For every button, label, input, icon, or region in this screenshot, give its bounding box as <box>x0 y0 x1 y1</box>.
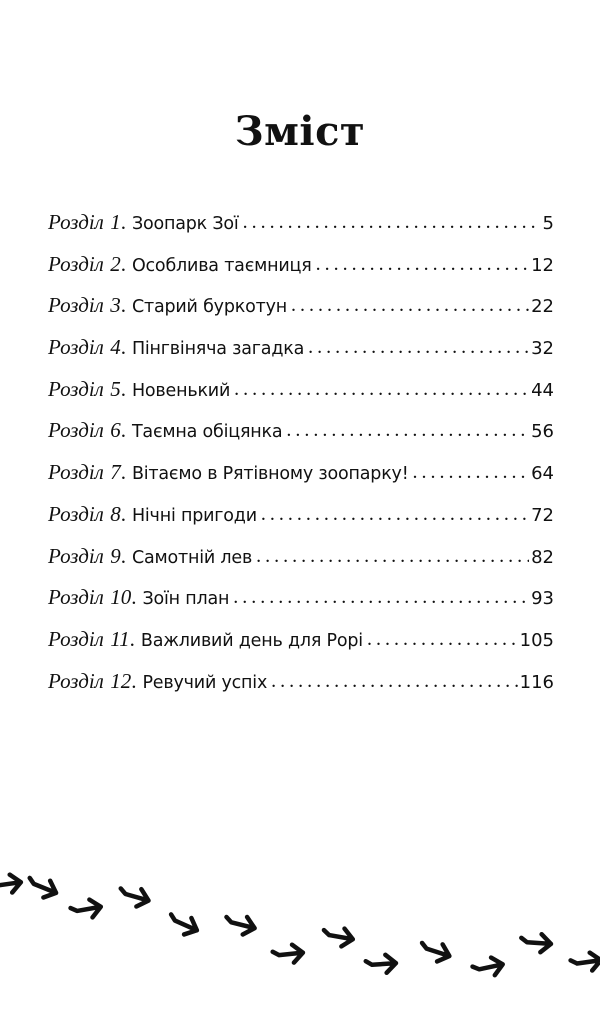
chapter-title: Пінгвіняча загадка <box>131 339 305 360</box>
dot-leader <box>261 503 529 526</box>
table-of-contents <box>48 210 554 710</box>
chapter-title: Особлива таємниця <box>131 255 312 276</box>
number-separator: . <box>129 626 135 651</box>
number-separator: . <box>120 293 126 318</box>
toc-entry <box>48 502 554 544</box>
number-separator: . <box>120 418 126 443</box>
dot-leader <box>413 461 530 484</box>
toc-entry <box>48 460 554 502</box>
chapter-number: 5 <box>110 376 121 401</box>
toc-entry <box>48 377 554 419</box>
dot-leader <box>286 419 529 442</box>
chapter-label: Розділ <box>48 668 104 693</box>
toc-entry <box>48 210 554 252</box>
number-separator: . <box>131 668 137 693</box>
page-number: 72 <box>531 504 554 526</box>
toc-entry <box>48 627 554 669</box>
page-number: 44 <box>531 379 554 401</box>
chapter-number: 11 <box>110 626 130 651</box>
chapter-number: 7 <box>110 460 121 485</box>
number-separator: . <box>120 210 126 234</box>
page-number: 56 <box>531 421 554 443</box>
toc-entry <box>48 293 554 335</box>
number-separator: . <box>120 460 126 485</box>
chapter-label: Розділ <box>48 335 104 360</box>
chapter-label: Розділ <box>48 585 104 610</box>
chapter-label: Розділ <box>48 501 104 526</box>
chapter-label: Розділ <box>48 418 104 443</box>
number-separator: . <box>120 251 126 276</box>
toc-entry <box>48 252 554 294</box>
chapter-title: Вітаємо в Рятівному зоопарку! <box>131 464 409 485</box>
dot-leader <box>256 545 529 568</box>
toc-entry <box>48 585 554 627</box>
page-number: 82 <box>531 546 554 568</box>
dot-leader <box>234 378 529 401</box>
chapter-title: Зоїн план <box>142 589 230 610</box>
toc-entry <box>48 669 554 711</box>
toc-entry <box>48 544 554 586</box>
chapter-title: Таємна обіцянка <box>131 422 283 443</box>
chapter-label: Розділ <box>48 460 104 485</box>
chapter-title: Старий буркотун <box>131 297 288 318</box>
page-number: 116 <box>519 671 554 693</box>
page-number: 12 <box>531 254 554 276</box>
page-number: 64 <box>531 463 554 485</box>
toc-entry <box>48 418 554 460</box>
chapter-label: Розділ <box>48 251 104 276</box>
chapter-title: Самотній лев <box>131 547 253 568</box>
chapter-label: Розділ <box>48 626 104 651</box>
dot-leader <box>291 294 529 317</box>
number-separator: . <box>120 543 126 568</box>
chapter-label: Розділ <box>48 293 104 318</box>
chapter-number: 2 <box>110 251 121 276</box>
dot-leader <box>308 336 529 359</box>
bird-footprints-icon <box>0 850 600 990</box>
chapter-title: Важливий день для Рорі <box>140 630 363 651</box>
chapter-number: 6 <box>110 418 121 443</box>
chapter-label: Розділ <box>48 376 104 401</box>
toc-entry <box>48 335 554 377</box>
chapter-label: Розділ <box>48 210 104 234</box>
chapter-number: 3 <box>110 293 121 318</box>
chapter-title: Новенький <box>131 380 231 401</box>
chapter-title: Ревучий успіх <box>142 672 268 693</box>
chapter-number: 4 <box>110 335 121 360</box>
number-separator: . <box>120 501 126 526</box>
number-separator: . <box>120 335 126 360</box>
page-title: Зміст <box>234 108 366 155</box>
page-number: 93 <box>531 588 554 610</box>
dot-leader <box>367 628 518 651</box>
chapter-title: Зоопарк Зої <box>131 214 239 234</box>
page-number: 22 <box>531 296 554 318</box>
chapter-number: 10 <box>110 585 132 610</box>
chapter-title: Нічні пригоди <box>131 505 257 526</box>
dot-leader <box>316 253 530 276</box>
page-number: 32 <box>531 338 554 360</box>
chapter-number: 9 <box>110 543 121 568</box>
dot-leader <box>271 670 518 693</box>
number-separator: . <box>120 376 126 401</box>
number-separator: . <box>131 585 137 610</box>
chapter-label: Розділ <box>48 543 104 568</box>
chapter-number: 1 <box>110 210 121 234</box>
footprint-trail <box>0 873 600 979</box>
dot-leader <box>233 586 529 609</box>
dot-leader <box>243 211 541 234</box>
page-number: 5 <box>542 213 554 234</box>
chapter-number: 8 <box>110 501 121 526</box>
page-number: 105 <box>519 629 554 651</box>
chapter-number: 12 <box>110 668 132 693</box>
